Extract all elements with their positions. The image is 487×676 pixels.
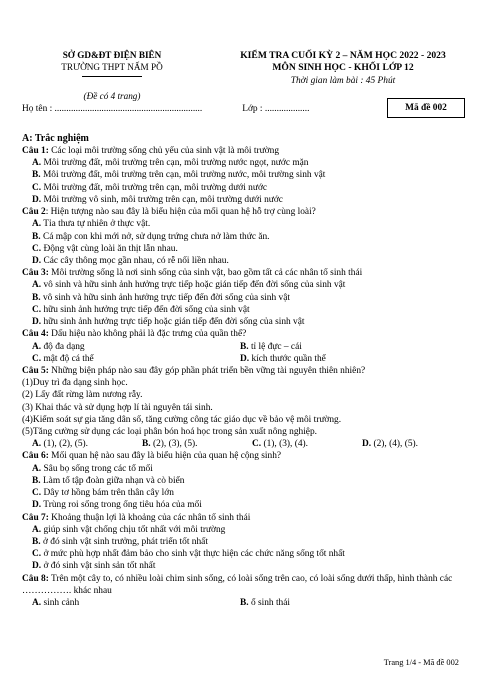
question-7: Câu 7: Khoảng thuận lợi là khoảng của các nhân tố sinh thái [22, 512, 251, 523]
option: A. Môi trường đất, môi trường trên cạn, môi trường nước ngọt, nước mặn [32, 158, 309, 169]
statement: (5)Tăng cường sử dụng các loại phân bón hoá học trong sản xuất nông nghiệp. [22, 427, 317, 438]
header-rule [82, 76, 142, 77]
statement: (2) Lấy đất rừng làm nương rẫy. [22, 390, 143, 401]
option: D. Các cây thông mọc gần nhau, có rễ nối liền nhau. [32, 255, 229, 266]
option: B. Làm tổ tập đoàn giữa nhạn và cò biển [32, 475, 185, 486]
option: D. (2), (4), (5). [362, 439, 418, 450]
option: C. (1), (3), (4). [252, 439, 308, 450]
option: C. Động vật cùng loài ăn thịt lẫn nhau. [32, 243, 178, 254]
question-5: Câu 5: Những biện pháp nào sau đây góp phần phát triển bền vững tài nguyên thiên nhiên? [22, 365, 366, 376]
page-footer: Trang 1/4 - Mã đề 002 [383, 658, 459, 667]
exam-title: KIỂM TRA CUỐI KỲ 2 – NĂM HỌC 2022 - 2023 [240, 50, 446, 61]
option: A. độ đa dạng [32, 341, 85, 352]
option: B. (2), (3), (5). [142, 439, 198, 450]
option: A. (1), (2), (5). [32, 439, 88, 450]
option: C. Môi trường đất, môi trường trên cạn, môi trường dưới nước [32, 182, 268, 193]
option: B. Môi trường đất, môi trường trên cạn, môi trường nước, môi trường sinh vật [32, 170, 326, 181]
option: D. kích thước quần thể [240, 353, 326, 364]
question-1: Câu 1: Các loại môi trường sống chủ yếu của sinh vật là môi trường [22, 146, 280, 156]
option: D. Môi trường vô sinh, môi trường trên cạn, môi trường dưới nước [32, 194, 283, 205]
option: A. vô sinh và hữu sinh ảnh hưởng trực tiếp hoặc gián tiếp đến đời sống của sinh vật [32, 280, 346, 291]
option: B. vô sinh và hữu sinh ảnh hưởng trực tiếp đến đời sống của sinh vật [32, 292, 290, 303]
school-name: TRƯỜNG THPT NẤM PỒ [61, 61, 163, 72]
option: D. Trùng roi sống trong ống tiêu hóa của mối [32, 500, 202, 511]
header-left [22, 50, 202, 103]
department-name: SỞ GD&ĐT ĐIỆN BIÊN [62, 50, 162, 60]
option: B. Cá mập con khi mới nở, sử dụng trứng chưa nở làm thức ăn. [32, 231, 270, 242]
option-row [22, 353, 472, 365]
question-2: Câu 2: Hiện tượng nào sau đây là biểu hiện của mối quan hệ hỗ trợ cùng loài? [22, 207, 316, 218]
option-row [22, 341, 472, 353]
option: C. Dây tơ hồng bám trên thân cây lớn [32, 488, 174, 499]
section-title: A: Trắc nghiệm [22, 133, 89, 144]
option: C. hữu sinh ảnh hưởng trực tiếp đến đời sống của sinh vật [32, 304, 250, 315]
option: A. sinh cảnh [32, 598, 80, 609]
option: B. tỉ lệ đực – cái [240, 341, 302, 352]
question-3: Câu 3: Môi trường sống là nơi sinh sống của sinh vật, bao gồm tất cả các nhân tố sinh thái [22, 268, 363, 279]
option: C. mật độ cá thể [32, 353, 94, 364]
question-4: Câu 4: Dấu hiệu nào không phải là đặc trưng của quần thể? [22, 329, 247, 340]
class-field: Lớp : ................... [242, 104, 310, 114]
option: C. ở mức phù hợp nhất đảm bảo cho sinh vật thực hiện các chức năng sống tốt nhất [32, 549, 345, 560]
option: D. hữu sinh ảnh hưởng trực tiếp hoặc gián tiếp đến đời sống của sinh vật [32, 317, 305, 328]
option: B. ổ sinh thái [240, 598, 291, 609]
option: A. Sâu bọ sống trong các tổ mối [32, 463, 153, 474]
questions [22, 132, 472, 609]
statement: (3) Khai thác và sử dụng hợp lí tài nguyên tái sinh. [22, 402, 213, 413]
option: B. ở đó sinh vật sinh trưởng, phát triển tốt nhất [32, 537, 208, 547]
student-info-line [22, 103, 309, 115]
option-row [22, 438, 472, 450]
statement: (1)Duy trì đa dạng sinh học. [22, 378, 128, 389]
exam-code-box: Mã đề 002 [387, 98, 465, 118]
statement: (4)Kiểm soát sự gia tăng dân số, tăng cường công tác giáo dục về bảo vệ môi trường. [22, 414, 342, 425]
option-row [22, 597, 472, 609]
pages-note: (Đề có 4 trang) [83, 90, 141, 101]
option: A. Tỉa thưa tự nhiên ở thực vật. [32, 219, 151, 230]
name-field: Họ tên : ............................................................... [22, 104, 203, 114]
option: A. giúp sinh vật chống chịu tốt nhất với môi trường [32, 524, 226, 535]
option: D. ở đó sinh vật sinh sản tốt nhất [32, 561, 156, 572]
header-right [228, 50, 458, 87]
question-6: Câu 6: Mối quan hệ nào sau đây là biểu hiện của quan hệ cộng sinh? [22, 451, 282, 462]
question-8: Câu 8: Trên một cây to, có nhiều loài chim sinh sống, có loài sống trên cao, có loài sống dưới thấp, hình thành các ……………. khác nhau [22, 573, 453, 596]
time-limit: Thời gian làm bài : 45 Phút [290, 75, 396, 86]
subject-line: MÔN SINH HỌC - KHỐI LỚP 12 [272, 62, 414, 74]
